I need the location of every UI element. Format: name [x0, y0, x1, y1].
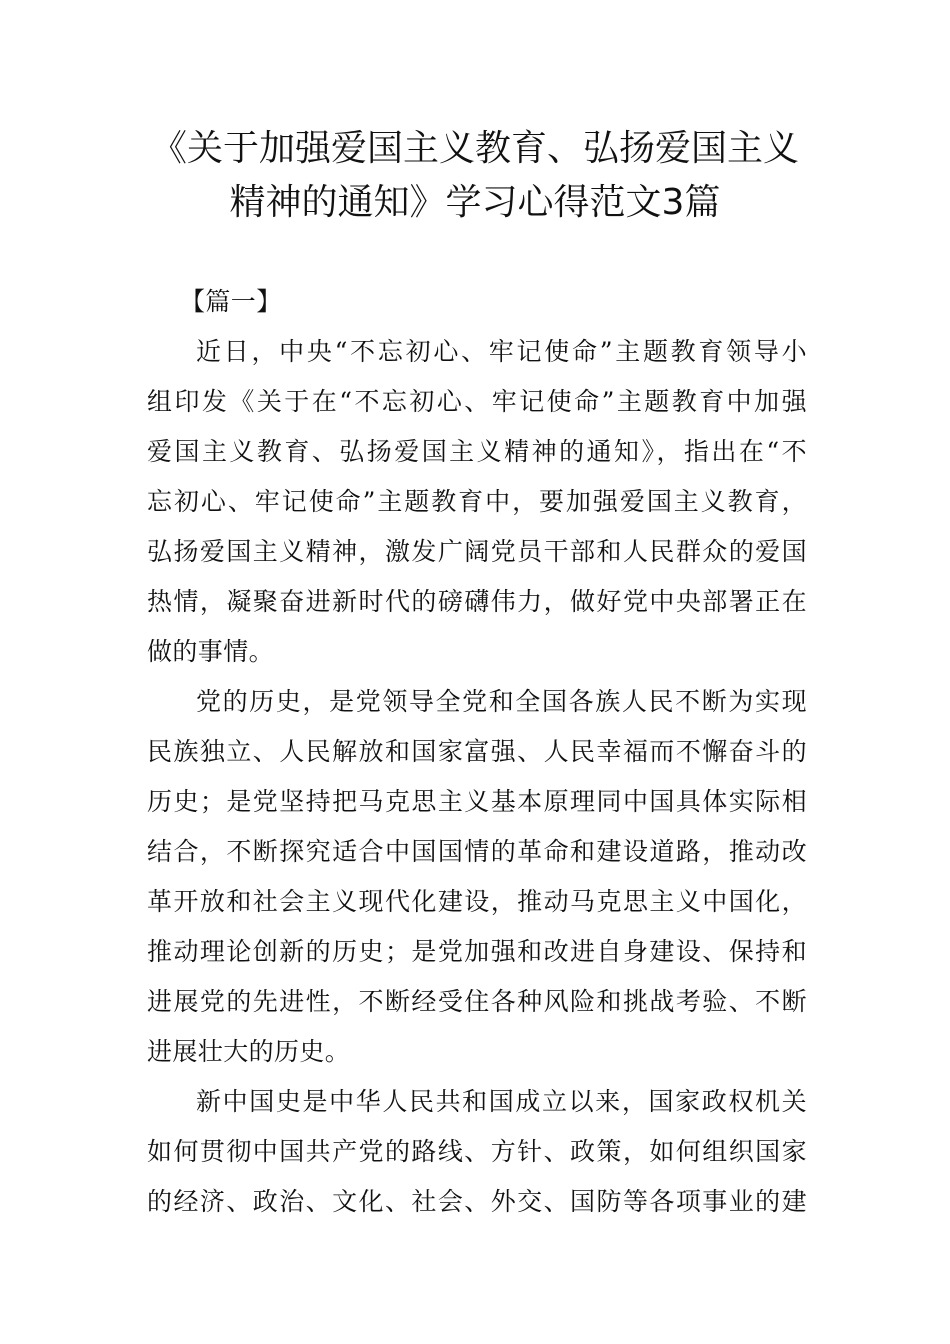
- document-title-line-2: 精神的通知》学习心得范文3篇: [229, 182, 721, 223]
- paragraph-1-line-7: 做的事情。: [147, 637, 275, 666]
- section-label: 【篇一】: [180, 287, 282, 316]
- paragraph-3-line-2: 如何贯彻中国共产党的路线、方针、政策，如何组织国家: [147, 1137, 807, 1166]
- paragraph-1-line-1: 近日，中央“不忘初心、牢记使命”主题教育领导小: [196, 337, 807, 366]
- paragraph-2-line-4: 结合，不断探究适合中国国情的革命和建设道路，推动改: [147, 837, 807, 866]
- paragraph-1-line-3: 爱国主义教育、弘扬爱国主义精神的通知》，指出在“不: [147, 437, 807, 466]
- paragraph-2-line-7: 进展党的先进性，不断经受住各种风险和挑战考验、不断: [147, 987, 807, 1016]
- paragraph-1-line-4: 忘初心、牢记使命”主题教育中，要加强爱国主义教育，: [147, 487, 807, 516]
- paragraph-2-line-2: 民族独立、人民解放和国家富强、人民幸福而不懈奋斗的: [147, 737, 807, 766]
- paragraph-2-line-6: 推动理论创新的历史；是党加强和改进自身建设、保持和: [147, 937, 807, 966]
- paragraph-3-line-3: 的经济、政治、文化、社会、外交、国防等各项事业的建: [147, 1187, 807, 1216]
- paragraph-1-line-2: 组印发《关于在“不忘初心、牢记使命”主题教育中加强: [147, 387, 807, 416]
- paragraph-1-line-6: 热情，凝聚奋进新时代的磅礴伟力，做好党中央部署正在: [147, 587, 807, 616]
- paragraph-2-line-1: 党的历史，是党领导全党和全国各族人民不断为实现: [196, 687, 807, 716]
- paragraph-2-line-8: 进展壮大的历史。: [147, 1037, 351, 1066]
- paragraph-2-line-5: 革开放和社会主义现代化建设，推动马克思主义中国化，: [147, 887, 807, 916]
- paragraph-1-line-5: 弘扬爱国主义精神，激发广阔党员干部和人民群众的爱国: [147, 537, 807, 566]
- document-title-line-1: 《关于加强爱国主义教育、弘扬爱国主义: [150, 128, 799, 169]
- paragraph-3-line-1: 新中国史是中华人民共和国成立以来，国家政权机关: [196, 1087, 807, 1116]
- paragraph-2-line-3: 历史；是党坚持把马克思主义基本原理同中国具体实际相: [147, 787, 807, 816]
